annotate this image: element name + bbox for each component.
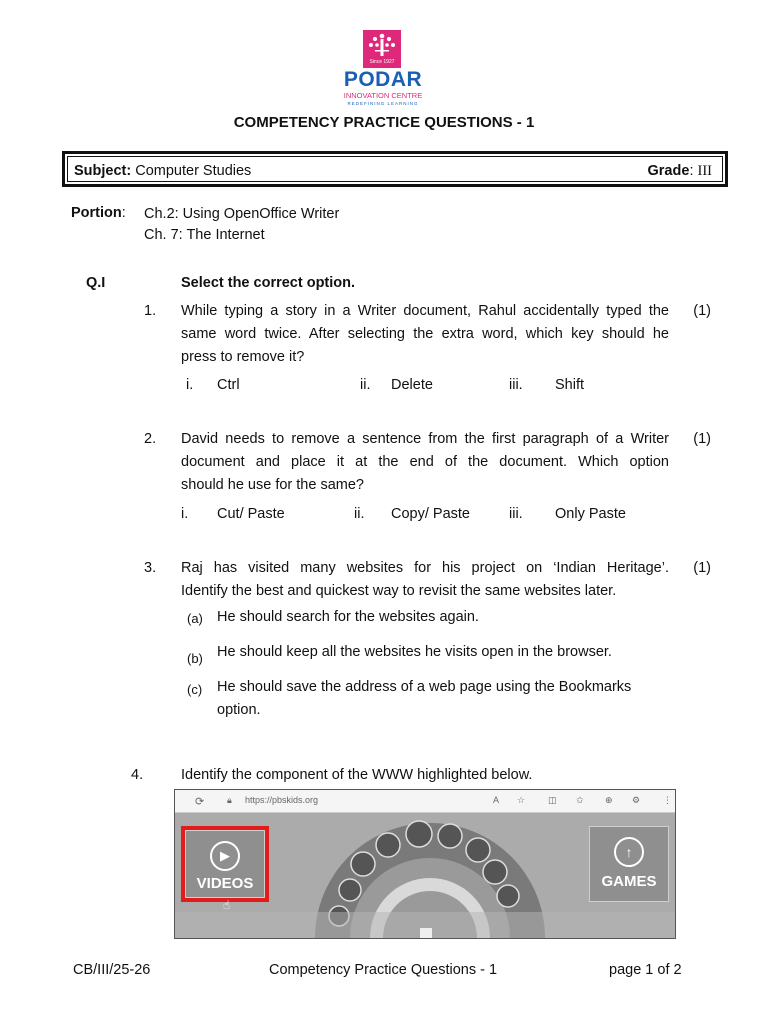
- grade-field: [648, 163, 712, 180]
- lock-icon: 🔒︎: [227, 795, 232, 805]
- logo-tagline: REDEFINING LEARNING: [347, 101, 419, 106]
- highlight-box: [181, 826, 269, 902]
- question-text: Identify the component of the WWW highlighted below.: [181, 767, 533, 783]
- portion-line: Ch.2: Using OpenOffice Writer: [144, 206, 340, 222]
- option-label: ii.: [354, 506, 365, 522]
- subject-value: Computer Studies: [135, 163, 252, 179]
- collections-icon: ⊕: [605, 795, 613, 805]
- option-text: Shift: [555, 377, 585, 393]
- play-icon: ▶: [210, 841, 240, 871]
- question-text: While typing a story in a Writer document, Rahul accidentally typed the same word twice. After selecting the extra word, which key should he press to remove it?: [181, 303, 669, 365]
- question-number: 1.: [144, 303, 157, 319]
- page-number: page 1 of 2: [609, 962, 682, 978]
- question-number: 2.: [144, 431, 157, 447]
- subject-label: Subject:: [74, 163, 132, 179]
- logo-subtitle: INNOVATION CENTRE: [343, 91, 423, 100]
- refresh-icon: ⟳: [195, 796, 205, 808]
- videos-label: VIDEOS: [196, 875, 254, 892]
- logo-since: Since 1927: [369, 59, 395, 65]
- option-label: (a): [187, 611, 203, 626]
- option-label: (b): [187, 651, 203, 666]
- option-label: i.: [181, 506, 189, 522]
- marks: (1): [693, 431, 711, 447]
- question-number: 4.: [131, 767, 144, 783]
- podar-logo: [338, 30, 428, 110]
- tree-logo-icon: [363, 30, 401, 68]
- grade-sep: :: [689, 163, 694, 179]
- option-text: Delete: [391, 377, 433, 393]
- portion-line: Ch. 7: The Internet: [144, 227, 265, 243]
- subject-field: [74, 163, 251, 179]
- read-aloud-icon: A: [493, 795, 500, 805]
- marks: (1): [693, 303, 711, 319]
- subject-box: [62, 151, 728, 187]
- option-text: He should keep all the websites he visits open in the browser.: [217, 644, 612, 660]
- marks: (1): [693, 560, 711, 576]
- more-menu-icon: ⋮: [663, 795, 672, 805]
- option-text: Copy/ Paste: [391, 506, 470, 522]
- option-text: He should save the address of a web page using the Bookmarks option.: [217, 679, 632, 718]
- extensions-icon: ⚙: [632, 795, 641, 805]
- question-number: 3.: [144, 560, 157, 576]
- games-tile: [589, 826, 669, 902]
- option-label: i.: [186, 377, 194, 393]
- browser-address-bar: [175, 790, 675, 813]
- option-text: He should search for the websites again.: [217, 609, 479, 625]
- split-screen-icon: ◫: [548, 795, 557, 805]
- cursor-hand-icon: ☝: [223, 898, 231, 912]
- portion-label: Portion:: [71, 205, 126, 221]
- favorite-star-icon: ☆: [517, 795, 526, 805]
- grade-value: III: [697, 163, 712, 179]
- question-text: David needs to remove a sentence from the first paragraph of a Writer document and place it at the end of the document. Which option should he use for the same?: [181, 431, 669, 493]
- footer-code: CB/III/25-26: [73, 962, 151, 978]
- option-label: iii.: [509, 506, 523, 522]
- option-text: Ctrl: [217, 377, 240, 393]
- footer-title: Competency Practice Questions - 1: [269, 962, 498, 978]
- browser-screenshot: [174, 789, 676, 939]
- logo-name: PODAR: [343, 68, 423, 91]
- games-label: GAMES: [601, 873, 657, 890]
- url-text: https://pbskids.org: [245, 795, 319, 805]
- option-text: Only Paste: [555, 506, 626, 522]
- favorites-icon: ✩: [576, 795, 584, 805]
- grade-label: Grade: [647, 163, 690, 179]
- page-title: COMPETENCY PRACTICE QUESTIONS - 1: [233, 114, 535, 131]
- option-label: ii.: [360, 377, 371, 393]
- question-text: Raj has visited many websites for his project on ‘Indian Heritage’. Identify the best and quickest way to revisit the same websites later.: [181, 560, 669, 599]
- option-label: (c): [187, 682, 203, 697]
- option-label: iii.: [509, 377, 523, 393]
- up-arrow-icon: ↑: [614, 837, 644, 867]
- section-number: Q.I: [86, 275, 106, 291]
- section-instruction: Select the correct option.: [181, 275, 356, 291]
- option-text: Cut/ Paste: [217, 506, 285, 522]
